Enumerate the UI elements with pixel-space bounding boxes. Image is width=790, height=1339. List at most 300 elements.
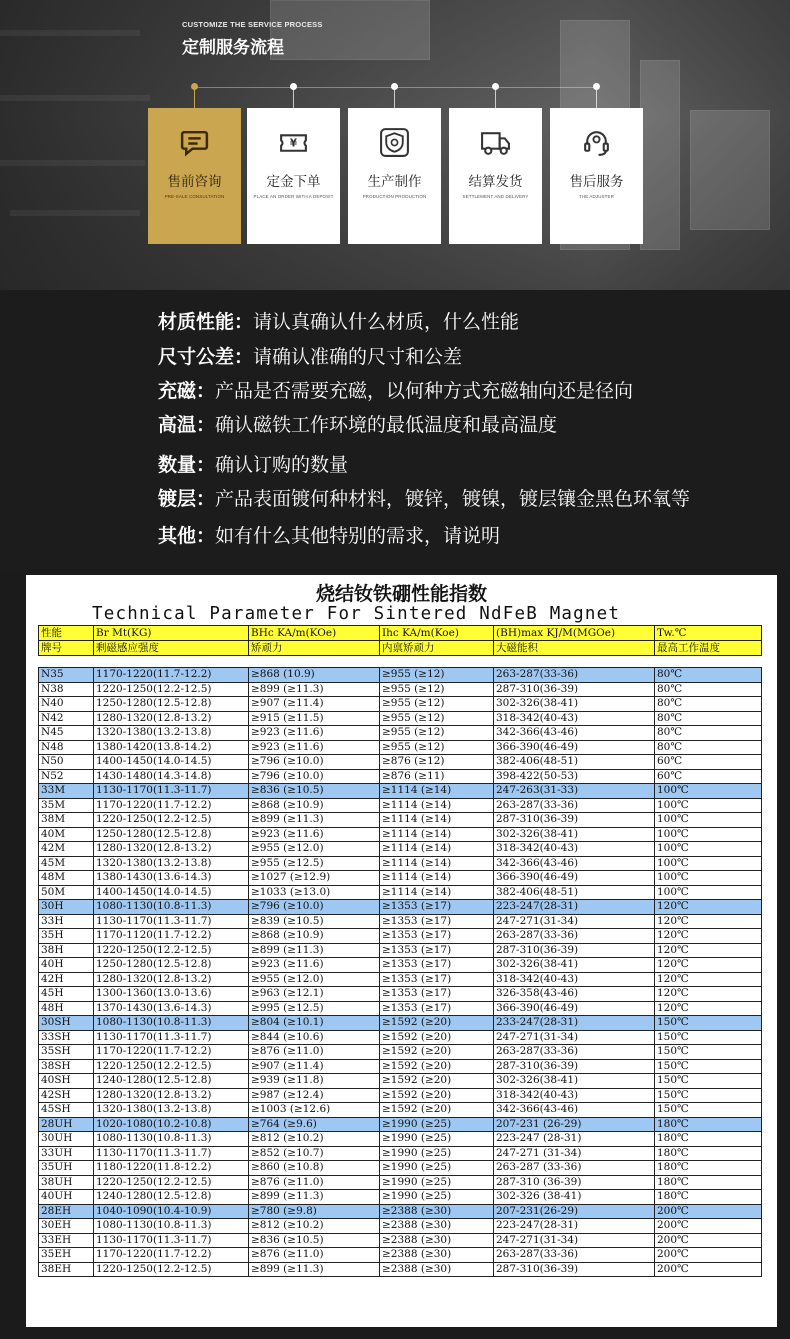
requirement-key: 材质性能： xyxy=(158,311,254,333)
table-row xyxy=(39,1146,762,1161)
step-label-en: THE ADJUSTER xyxy=(579,194,614,199)
table-cell: ≥1592 (≥20) xyxy=(380,1030,494,1045)
table-row xyxy=(39,842,762,857)
table-cell: 80℃ xyxy=(655,740,762,755)
table-cell: ≥899 (≥11.3) xyxy=(249,813,380,828)
table-cell: ≥796 (≥10.0) xyxy=(249,755,380,770)
table-cell: ≥1353 (≥17) xyxy=(380,958,494,973)
table-cell: 100℃ xyxy=(655,784,762,799)
table-cell: ≥1353 (≥17) xyxy=(380,914,494,929)
table-row xyxy=(39,1248,762,1263)
table-cell: 150℃ xyxy=(655,1088,762,1103)
table-cell: 342-366(43-46) xyxy=(494,1103,655,1118)
table-cell: 180℃ xyxy=(655,1190,762,1205)
requirement-text: 产品是否需要充磁，以何种方式充磁轴向还是径向 xyxy=(215,380,634,402)
table-cell: 1170-1220(11.7-12.2) xyxy=(94,668,249,683)
backdrop-shelf xyxy=(0,160,145,166)
table-row xyxy=(39,726,762,741)
table-cell: 120℃ xyxy=(655,914,762,929)
hero-banner xyxy=(0,0,790,290)
table-cell: 223-247(28-31) xyxy=(494,900,655,915)
table-cell: 1080-1130(10.8-11.3) xyxy=(94,1219,249,1234)
requirements-section xyxy=(0,290,790,572)
table-row xyxy=(39,1001,762,1016)
table-cell: ≥899 (≥11.3) xyxy=(249,943,380,958)
requirement-item xyxy=(158,450,348,476)
table-cell: ≥812 (≥10.2) xyxy=(249,1132,380,1147)
requirement-item xyxy=(158,376,633,402)
table-cell: 398-422(50-53) xyxy=(494,769,655,784)
table-cell: ≥939 (≥11.8) xyxy=(249,1074,380,1089)
table-cell: 30SH xyxy=(39,1016,94,1031)
table-cell: ≥764 (≥9.6) xyxy=(249,1117,380,1132)
table-cell: ≥1990 (≥25) xyxy=(380,1146,494,1161)
table-cell: 1220-1250(12.2-12.5) xyxy=(94,1262,249,1277)
requirement-item xyxy=(158,484,690,510)
table-cell: ≥1353 (≥17) xyxy=(380,972,494,987)
table-cell: 60℃ xyxy=(655,769,762,784)
table-cell: 1400-1450(14.0-14.5) xyxy=(94,755,249,770)
table-row xyxy=(39,1088,762,1103)
requirement-item xyxy=(158,342,462,368)
process-step-card[interactable] xyxy=(348,108,441,244)
table-cell: 1130-1170(11.3-11.7) xyxy=(94,1030,249,1045)
table-cell: ≥955 (≥12.0) xyxy=(249,842,380,857)
table-row xyxy=(39,856,762,871)
table-spacer-row xyxy=(39,656,762,668)
table-cell: ≥899 (≥11.3) xyxy=(249,1262,380,1277)
table-cell: ≥1027 (≥12.9) xyxy=(249,871,380,886)
backdrop-machine xyxy=(640,60,680,250)
table-cell: ≥955 (≥12) xyxy=(380,726,494,741)
table-cell: N38 xyxy=(39,682,94,697)
table-cell: 120℃ xyxy=(655,900,762,915)
table-header-cell: Br Mt(KG) xyxy=(94,626,249,641)
table-cell: 100℃ xyxy=(655,827,762,842)
table-cell: 150℃ xyxy=(655,1059,762,1074)
table-cell: ≥796 (≥10.0) xyxy=(249,769,380,784)
table-cell: ≥1353 (≥17) xyxy=(380,1001,494,1016)
table-cell: 45M xyxy=(39,856,94,871)
step-label-en: PLACE AN ORDER WITH A DEPOSIT xyxy=(253,194,334,199)
table-cell: ≥923 (≥11.6) xyxy=(249,958,380,973)
table-cell: 1380-1420(13.8-14.2) xyxy=(94,740,249,755)
table-cell: ≥955 (≥12) xyxy=(380,711,494,726)
table-cell: 35UH xyxy=(39,1161,94,1176)
requirement-text: 确认订购的数量 xyxy=(215,454,349,476)
table-cell: ≥876 (≥11.0) xyxy=(249,1248,380,1263)
table-cell: ≥2388 (≥30) xyxy=(380,1233,494,1248)
table-cell: 42M xyxy=(39,842,94,857)
table-cell: 38SH xyxy=(39,1059,94,1074)
table-row xyxy=(39,1074,762,1089)
table-row xyxy=(39,1175,762,1190)
table-cell: ≥876 (≥11.0) xyxy=(249,1175,380,1190)
table-cell: ≥955 (≥12) xyxy=(380,697,494,712)
table-cell: 342-366(43-46) xyxy=(494,726,655,741)
timeline-dot xyxy=(191,83,198,90)
table-cell: ≥1592 (≥20) xyxy=(380,1074,494,1089)
table-cell: 1080-1130(10.8-11.3) xyxy=(94,900,249,915)
process-step-card[interactable] xyxy=(449,108,542,244)
table-row xyxy=(39,914,762,929)
parameter-sheet xyxy=(26,575,777,1327)
step-label: 售后服务 xyxy=(569,174,624,190)
backdrop-shelf xyxy=(10,210,140,216)
backdrop-machine xyxy=(270,0,430,60)
table-cell: 287-310 (36-39) xyxy=(494,1175,655,1190)
timeline-stem xyxy=(394,90,395,108)
table-cell: 287-310(36-39) xyxy=(494,1059,655,1074)
table-cell: 263-287(33-36) xyxy=(494,1248,655,1263)
backdrop-shelf xyxy=(0,95,150,101)
backdrop-shelf xyxy=(0,30,140,36)
timeline-stem xyxy=(596,90,597,108)
table-cell: 1370-1430(13.6-14.3) xyxy=(94,1001,249,1016)
table-cell: 287-310(36-39) xyxy=(494,813,655,828)
table-row xyxy=(39,755,762,770)
table-row xyxy=(39,813,762,828)
table-cell: 1320-1380(13.2-13.8) xyxy=(94,1103,249,1118)
table-cell: 247-271 (31-34) xyxy=(494,1146,655,1161)
table-row xyxy=(39,769,762,784)
table-header-cell: Tw.℃ xyxy=(655,626,762,641)
table-cell: ≥1114 (≥14) xyxy=(380,885,494,900)
table-cell: 1130-1170(11.3-11.7) xyxy=(94,914,249,929)
table-cell: 287-310(36-39) xyxy=(494,1262,655,1277)
table-cell: 247-271(31-34) xyxy=(494,1233,655,1248)
table-cell: 80℃ xyxy=(655,711,762,726)
table-cell: ≥868 (≥10.9) xyxy=(249,929,380,944)
table-cell: 318-342(40-43) xyxy=(494,842,655,857)
table-cell: ≥876 (≥12) xyxy=(380,755,494,770)
table-cell: 263-287(33-36) xyxy=(494,929,655,944)
table-cell: 80℃ xyxy=(655,697,762,712)
step-label: 生产制作 xyxy=(367,174,422,190)
table-row xyxy=(39,958,762,973)
table-cell: 302-326(38-41) xyxy=(494,958,655,973)
table-cell: 180℃ xyxy=(655,1161,762,1176)
table-cell: ≥1114 (≥14) xyxy=(380,842,494,857)
table-cell: 1320-1380(13.2-13.8) xyxy=(94,726,249,741)
table-cell: ≥915 (≥11.5) xyxy=(249,711,380,726)
table-row xyxy=(39,1030,762,1045)
table-cell: 263-287(33-36) xyxy=(494,668,655,683)
table-spacer-cell xyxy=(249,656,380,668)
table-cell: 1240-1280(12.5-12.8) xyxy=(94,1074,249,1089)
table-cell: ≥923 (≥11.6) xyxy=(249,726,380,741)
table-cell: ≥2388 (≥30) xyxy=(380,1248,494,1263)
table-cell: 33EH xyxy=(39,1233,94,1248)
table-cell: 207-231 (26-29) xyxy=(494,1117,655,1132)
table-cell: 1220-1250(12.2-12.5) xyxy=(94,1059,249,1074)
table-cell: 366-390(46-49) xyxy=(494,1001,655,1016)
table-cell: ≥1114 (≥14) xyxy=(380,827,494,842)
process-step-card[interactable] xyxy=(247,108,340,244)
table-cell: 100℃ xyxy=(655,856,762,871)
table-cell: N48 xyxy=(39,740,94,755)
table-cell: ≥1353 (≥17) xyxy=(380,900,494,915)
table-cell: 180℃ xyxy=(655,1175,762,1190)
table-cell: 382-406(48-51) xyxy=(494,755,655,770)
shield-gear-icon xyxy=(378,126,411,159)
table-header-cell: 矫顽力 xyxy=(249,641,380,656)
table-row xyxy=(39,871,762,886)
step-label-en: SETTLEMENT AND DELIVERY xyxy=(462,194,529,199)
table-cell: ≥1592 (≥20) xyxy=(380,1088,494,1103)
svg-text:¥: ¥ xyxy=(289,137,298,150)
table-cell: 120℃ xyxy=(655,1001,762,1016)
table-header-cell: 性能 xyxy=(39,626,94,641)
table-cell: 1080-1130(10.8-11.3) xyxy=(94,1132,249,1147)
table-cell: ≥1592 (≥20) xyxy=(380,1045,494,1060)
timeline-dot xyxy=(492,83,499,90)
table-cell: ≥839 (≥10.5) xyxy=(249,914,380,929)
table-cell: 318-342(40-43) xyxy=(494,1088,655,1103)
table-cell: 100℃ xyxy=(655,871,762,886)
table-cell: ≥836 (≥10.5) xyxy=(249,784,380,799)
table-header-cell: 牌号 xyxy=(39,641,94,656)
table-cell: ≥1353 (≥17) xyxy=(380,987,494,1002)
table-cell: 1430-1480(14.3-14.8) xyxy=(94,769,249,784)
table-cell: 302-326(38-41) xyxy=(494,697,655,712)
table-cell: 180℃ xyxy=(655,1132,762,1147)
table-cell: 200℃ xyxy=(655,1233,762,1248)
table-cell: ≥955 (≥12.0) xyxy=(249,972,380,987)
table-cell: 35EH xyxy=(39,1248,94,1263)
table-cell: ≥1990 (≥25) xyxy=(380,1161,494,1176)
table-cell: 326-358(43-46) xyxy=(494,987,655,1002)
table-row xyxy=(39,1016,762,1031)
table-cell: 366-390(46-49) xyxy=(494,871,655,886)
table-cell: 1220-1250(12.2-12.5) xyxy=(94,813,249,828)
table-row xyxy=(39,1204,762,1219)
table-row xyxy=(39,1045,762,1060)
table-cell: ≥1353 (≥17) xyxy=(380,929,494,944)
table-cell: 30UH xyxy=(39,1132,94,1147)
table-cell: ≥876 (≥11.0) xyxy=(249,1045,380,1060)
table-row xyxy=(39,682,762,697)
table-cell: 1380-1430(13.6-14.3) xyxy=(94,871,249,886)
table-cell: 200℃ xyxy=(655,1262,762,1277)
table-cell: 302-326 (38-41) xyxy=(494,1190,655,1205)
table-cell: ≥860 (≥10.8) xyxy=(249,1161,380,1176)
table-row xyxy=(39,900,762,915)
table-cell: ≥899 (≥11.3) xyxy=(249,682,380,697)
table-cell: 207-231(26-29) xyxy=(494,1204,655,1219)
table-row xyxy=(39,943,762,958)
table-cell: 1130-1170(11.3-11.7) xyxy=(94,1233,249,1248)
table-header-cell: 最高工作温度 xyxy=(655,641,762,656)
table-cell: 1250-1280(12.5-12.8) xyxy=(94,958,249,973)
parameter-table xyxy=(38,625,762,1277)
process-step-card[interactable] xyxy=(148,108,241,244)
table-cell: 180℃ xyxy=(655,1117,762,1132)
step-label-en: PRODUCTION PRODUCTION xyxy=(362,194,427,199)
table-header-cell: 大磁能积 xyxy=(494,641,655,656)
table-cell: ≥876 (≥11) xyxy=(380,769,494,784)
table-cell: N40 xyxy=(39,697,94,712)
table-cell: 80℃ xyxy=(655,726,762,741)
table-cell: 1170-1220(11.7-12.2) xyxy=(94,1248,249,1263)
table-cell: 150℃ xyxy=(655,1045,762,1060)
table-cell: 80℃ xyxy=(655,668,762,683)
table-cell: ≥836 (≥10.5) xyxy=(249,1233,380,1248)
table-cell: ≥1114 (≥14) xyxy=(380,784,494,799)
table-cell: 382-406(48-51) xyxy=(494,885,655,900)
table-row xyxy=(39,740,762,755)
table-row xyxy=(39,929,762,944)
table-spacer-cell xyxy=(39,656,94,668)
table-cell: 120℃ xyxy=(655,929,762,944)
table-cell: 38M xyxy=(39,813,94,828)
truck-icon xyxy=(479,126,512,159)
table-header-cell: BHc KA/m(KOe) xyxy=(249,626,380,641)
table-cell: 60℃ xyxy=(655,755,762,770)
table-cell: 1170-1220(11.7-12.2) xyxy=(94,798,249,813)
table-cell: 180℃ xyxy=(655,1146,762,1161)
table-row xyxy=(39,972,762,987)
table-cell: 1220-1250(12.2-12.5) xyxy=(94,943,249,958)
headset-icon xyxy=(580,126,613,159)
process-step-card[interactable] xyxy=(550,108,643,244)
table-cell: 150℃ xyxy=(655,1030,762,1045)
table-cell: 1400-1450(14.0-14.5) xyxy=(94,885,249,900)
table-cell: ≥907 (≥11.4) xyxy=(249,1059,380,1074)
table-cell: 40H xyxy=(39,958,94,973)
table-cell: ≥844 (≥10.6) xyxy=(249,1030,380,1045)
table-cell: ≥987 (≥12.4) xyxy=(249,1088,380,1103)
table-cell: ≥1003 (≥12.6) xyxy=(249,1103,380,1118)
table-cell: 40UH xyxy=(39,1190,94,1205)
table-spacer-cell xyxy=(494,656,655,668)
table-cell: ≥1114 (≥14) xyxy=(380,813,494,828)
requirement-key: 数量： xyxy=(158,454,216,476)
hero-subtitle: CUSTOMIZE THE SERVICE PROCESS xyxy=(182,20,323,29)
table-row xyxy=(39,697,762,712)
table-row xyxy=(39,827,762,842)
table-cell: ≥963 (≥12.1) xyxy=(249,987,380,1002)
requirement-text: 确认磁铁工作环境的最低温度和最高温度 xyxy=(215,414,558,436)
table-spacer-cell xyxy=(655,656,762,668)
table-cell: 100℃ xyxy=(655,842,762,857)
table-spacer-cell xyxy=(94,656,249,668)
table-cell: 50M xyxy=(39,885,94,900)
table-cell: ≥852 (≥10.7) xyxy=(249,1146,380,1161)
table-cell: 45SH xyxy=(39,1103,94,1118)
table-cell: 80℃ xyxy=(655,682,762,697)
table-cell: 45H xyxy=(39,987,94,1002)
table-cell: N42 xyxy=(39,711,94,726)
table-cell: ≥2388 (≥30) xyxy=(380,1204,494,1219)
table-cell: ≥907 (≥11.4) xyxy=(249,697,380,712)
table-cell: 318-342(40-43) xyxy=(494,972,655,987)
table-cell: 38H xyxy=(39,943,94,958)
table-cell: ≥780 (≥9.8) xyxy=(249,1204,380,1219)
table-cell: N35 xyxy=(39,668,94,683)
table-cell: 223-247 (28-31) xyxy=(494,1132,655,1147)
table-cell: 30EH xyxy=(39,1219,94,1234)
table-cell: ≥868 (10.9) xyxy=(249,668,380,683)
table-cell: 1180-1220(11.8-12.2) xyxy=(94,1161,249,1176)
table-cell: N45 xyxy=(39,726,94,741)
table-cell: 28UH xyxy=(39,1117,94,1132)
table-cell: 233-247(28-31) xyxy=(494,1016,655,1031)
table-cell: 100℃ xyxy=(655,813,762,828)
hero-title: 定制服务流程 xyxy=(182,38,284,58)
table-cell: ≥923 (≥11.6) xyxy=(249,827,380,842)
table-row xyxy=(39,1132,762,1147)
table-cell: ≥2388 (≥30) xyxy=(380,1219,494,1234)
table-row xyxy=(39,711,762,726)
table-header-row xyxy=(39,626,762,641)
table-cell: 1170-1220(11.7-12.2) xyxy=(94,1045,249,1060)
table-cell: 1250-1280(12.5-12.8) xyxy=(94,697,249,712)
requirement-text: 请确认准确的尺寸和公差 xyxy=(253,346,463,368)
step-label-en: PRE-SALE CONSULTATION xyxy=(164,194,225,199)
requirement-key: 高温： xyxy=(158,414,216,436)
table-cell: 28EH xyxy=(39,1204,94,1219)
table-cell: ≥955 (≥12) xyxy=(380,740,494,755)
timeline-stem xyxy=(495,90,496,108)
requirement-key: 充磁： xyxy=(158,380,216,402)
table-cell: ≥955 (≥12) xyxy=(380,682,494,697)
table-cell: 263-287(33-36) xyxy=(494,798,655,813)
table-cell: ≥1114 (≥14) xyxy=(380,856,494,871)
table-cell: ≥955 (≥12) xyxy=(380,668,494,683)
table-row xyxy=(39,784,762,799)
table-cell: 100℃ xyxy=(655,885,762,900)
table-cell: 200℃ xyxy=(655,1219,762,1234)
table-cell: 33H xyxy=(39,914,94,929)
table-header-cell: 剩磁感应强度 xyxy=(94,641,249,656)
requirement-item xyxy=(158,410,557,436)
table-cell: ≥1114 (≥14) xyxy=(380,798,494,813)
table-cell: ≥804 (≥10.1) xyxy=(249,1016,380,1031)
table-cell: ≥1990 (≥25) xyxy=(380,1132,494,1147)
table-cell: ≥955 (≥12.5) xyxy=(249,856,380,871)
table-cell: 42H xyxy=(39,972,94,987)
sheet-title: 烧结钕铁硼性能指数 xyxy=(315,583,487,605)
table-row xyxy=(39,798,762,813)
table-cell: ≥2388 (≥30) xyxy=(380,1262,494,1277)
requirement-text: 产品表面镀何种材料，镀锌，镀镍，镀层镶金黑色环氧等 xyxy=(215,488,691,510)
table-cell: 318-342(40-43) xyxy=(494,711,655,726)
table-cell: ≥812 (≥10.2) xyxy=(249,1219,380,1234)
table-row xyxy=(39,1233,762,1248)
table-row xyxy=(39,987,762,1002)
table-cell: 33SH xyxy=(39,1030,94,1045)
table-cell: ≥899 (≥11.3) xyxy=(249,1190,380,1205)
timeline-stem xyxy=(293,90,294,108)
requirement-key: 镀层： xyxy=(158,488,216,510)
table-cell: 1130-1170(11.3-11.7) xyxy=(94,784,249,799)
chat-icon xyxy=(178,126,211,159)
table-cell: 38EH xyxy=(39,1262,94,1277)
table-cell: 48H xyxy=(39,1001,94,1016)
table-cell: 1130-1170(11.3-11.7) xyxy=(94,1146,249,1161)
table-row xyxy=(39,668,762,683)
table-header-cell: (BH)max KJ/M(MGOe) xyxy=(494,626,655,641)
table-cell: ≥796 (≥10.0) xyxy=(249,900,380,915)
timeline-dot xyxy=(593,83,600,90)
table-cell: 1280-1320(12.8-13.2) xyxy=(94,1088,249,1103)
table-cell: 150℃ xyxy=(655,1103,762,1118)
table-cell: ≥923 (≥11.6) xyxy=(249,740,380,755)
step-label: 售前咨询 xyxy=(167,174,222,190)
timeline-stem xyxy=(194,90,195,108)
table-row xyxy=(39,885,762,900)
